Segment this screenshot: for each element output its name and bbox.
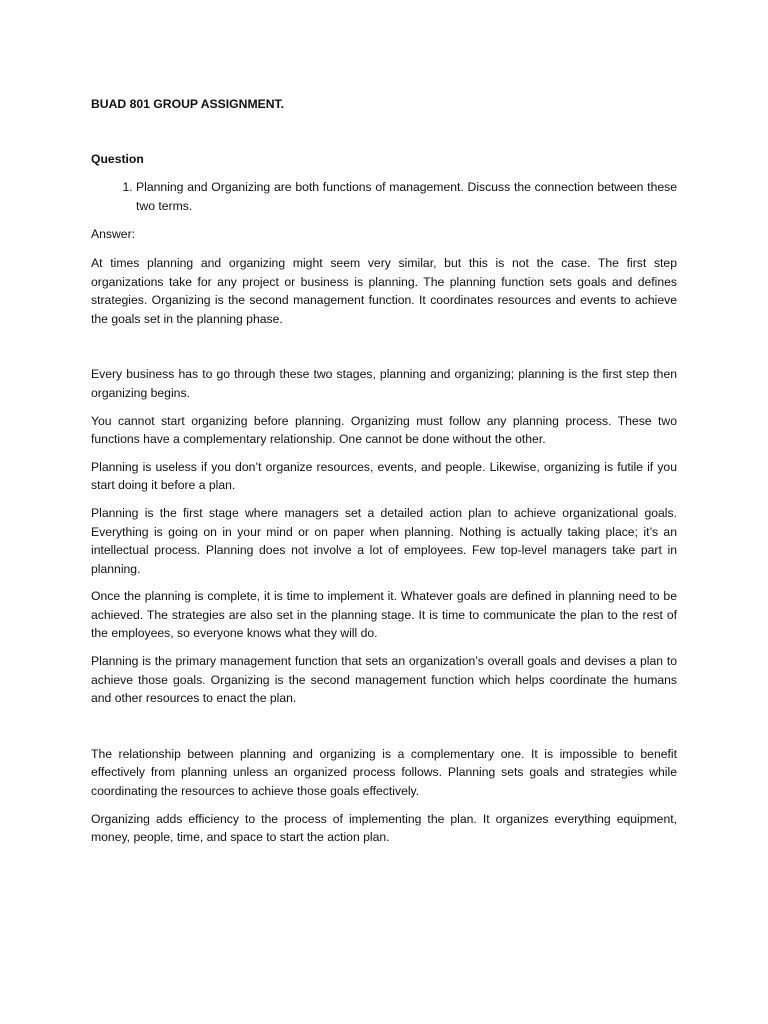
answer-label: Answer: [91,227,136,242]
question-heading: Question [91,151,144,166]
document-title: BUAD 801 GROUP ASSIGNMENT. [91,97,285,111]
answer-paragraph: Every business has to go through these two stages, planning and organizing; planning is the first step then organizing begins. [91,367,677,400]
answer-paragraph: You cannot start organizing before planning. Organizing must follow any planning process. These two functions have a complementary relationship. One cannot be done without the other. [91,413,677,447]
document-body [91,95,677,856]
answer-paragraph: Organizing adds efficiency to the process of implementing the plan. It organizes everything equipment, money, people, time, and space to start the action plan. [91,811,677,845]
answer-paragraph: At times planning and organizing might seem very similar, but this is not the case. The first step organizations take for any project or business is planning. The planning function sets goals and defines strategies. Organizing is the second management function. It coordinates resources and events to achieve the goals set in the planning phase. [91,255,677,326]
question-item: 1. Planning and Organizing are both functions of management. Discuss the connection between these two terms. [136,178,677,215]
answer-paragraph: Planning is the first stage where managers set a detailed action plan to achieve organizational goals. Everything is going on in your mind or on paper when planning. Nothing is actually taking place; it’s an intellectual process. Planning does not involve a lot of employees. Few top-level managers take part in planning. [91,505,677,576]
answer-paragraph: Once the planning is complete, it is time to implement it. Whatever goals are defined in planning need to be achieved. The strategies are also set in the planning stage. It is time to communicate the plan to the rest of the employees, so everyone knows what they will do. [91,589,677,641]
question-list [91,178,677,215]
answer-paragraph: Planning is the primary management function that sets an organization’s overall goals and devises a plan to achieve those goals. Organizing is the second management function which helps coordinate the humans and other resources to enact the plan. [91,654,677,706]
answer-paragraph: The relationship between planning and organizing is a complementary one. It is impossible to benefit effectively from planning unless an organized process follows. Planning sets goals and strategies while coordinating the resources to achieve those goals effectively. [91,746,677,799]
answer-paragraph: Planning is useless if you don’t organize resources, events, and people. Likewise, organizing is futile if you start doing it before a plan. [91,459,677,493]
